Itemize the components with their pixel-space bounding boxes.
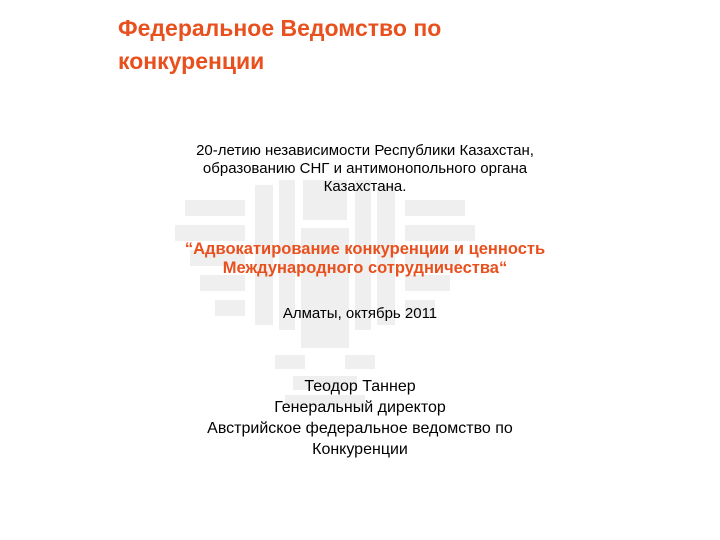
presenter-block — [130, 376, 590, 460]
presentation-topic — [110, 240, 620, 278]
presenter-organization-line: Конкуренции — [312, 441, 408, 458]
slide-title — [118, 12, 678, 78]
presenter-organization-line: Австрийское федеральное ведомство по — [207, 420, 513, 437]
dedication-line: 20-летию независимости Республики Казахстан, — [196, 142, 534, 159]
presenter-position: Генеральный директор — [274, 399, 446, 416]
title-line: конкуренции — [118, 48, 265, 74]
dedication-line: Казахстана. — [323, 178, 407, 195]
presenter-name: Теодор Таннер — [304, 378, 416, 395]
dedication-text — [130, 142, 600, 196]
place-date: Алматы, октябрь 2011 — [282, 305, 438, 322]
title-line: Федеральное Ведомство по — [118, 15, 442, 41]
dedication-line: образованию СНГ и антимонопольного органа — [202, 160, 528, 177]
topic-line: “Адвокатирование конкуренции и ценность — [184, 240, 546, 258]
topic-line: Международного сотрудничества“ — [222, 259, 508, 277]
